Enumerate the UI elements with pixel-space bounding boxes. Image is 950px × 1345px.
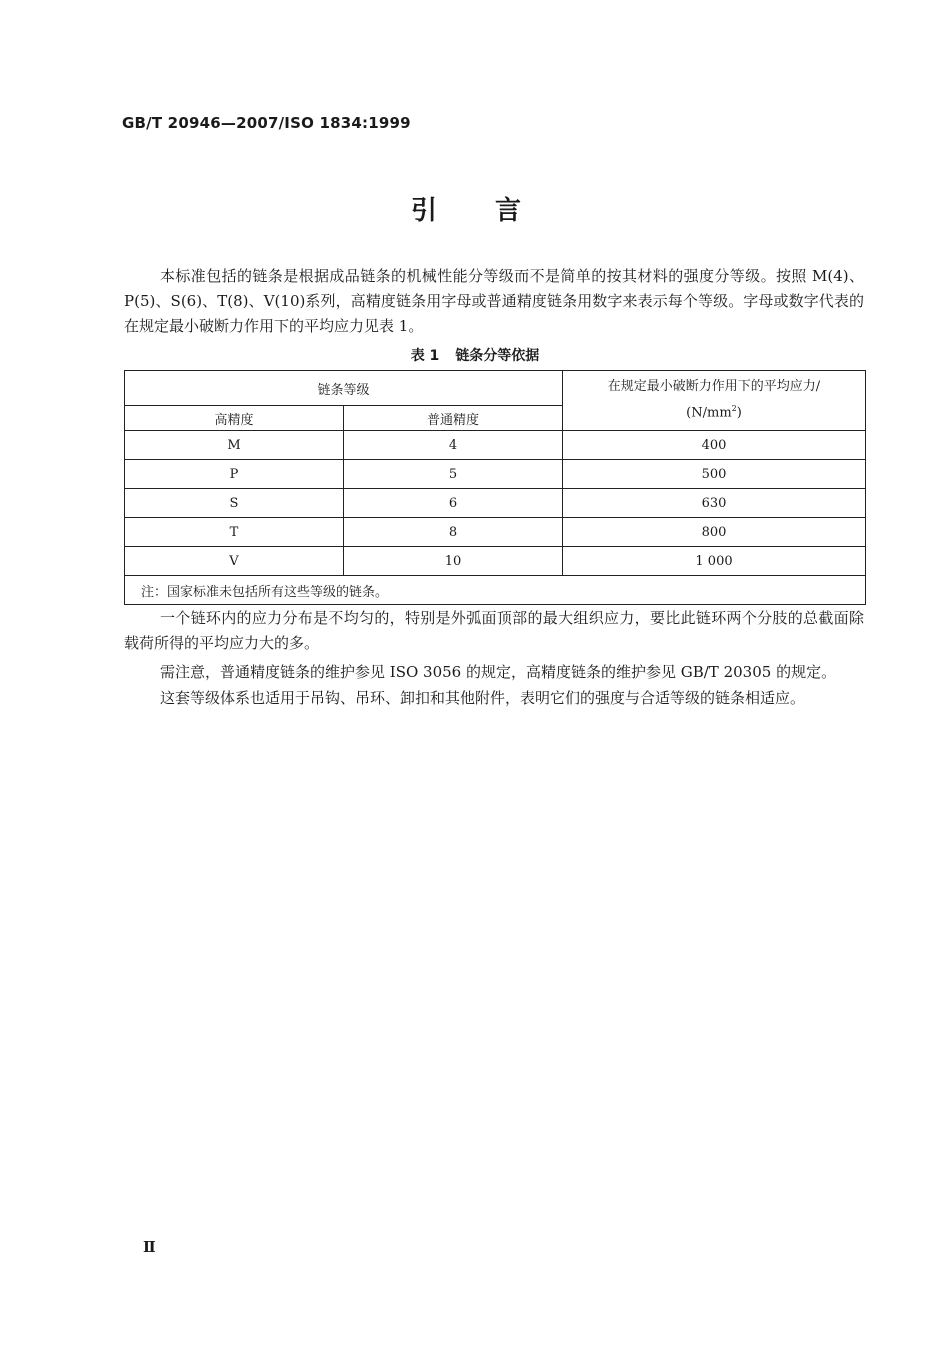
cell-high: T (125, 518, 344, 547)
stress-column-header (563, 371, 866, 431)
cell-stress: 1 000 (563, 547, 866, 576)
table-caption-title: 链条分等依据 (455, 348, 540, 364)
page-number: Ⅱ (143, 1238, 156, 1256)
cell-stress: 800 (563, 518, 866, 547)
cell-stress: 630 (563, 489, 866, 518)
table-row (125, 431, 866, 460)
table-row (125, 460, 866, 489)
chain-grade-table (124, 370, 866, 605)
page-title: 引言 (410, 196, 579, 226)
high-precision-header: 高精度 (125, 406, 344, 431)
grade-group-header: 链条等级 (125, 371, 563, 406)
table-row (125, 518, 866, 547)
cell-stress: 500 (563, 460, 866, 489)
stress-distribution-paragraph: 一个链环内的应力分布是不均匀的，特别是外弧面顶部的最大组织应力，要比此链环两个分肢的总截面除载荷所得的平均应力大的多。 (124, 609, 864, 652)
cell-stress: 400 (563, 431, 866, 460)
cell-high: V (125, 547, 344, 576)
cell-normal: 4 (344, 431, 563, 460)
cell-normal: 6 (344, 489, 563, 518)
table-row (125, 489, 866, 518)
normal-precision-header: 普通精度 (344, 406, 563, 431)
cell-normal: 8 (344, 518, 563, 547)
stress-header-line1: 在规定最小破断力作用下的平均应力/ (607, 379, 821, 395)
cell-normal: 5 (344, 460, 563, 489)
stress-header-unit: (N/mm (686, 405, 732, 421)
cell-high: M (125, 431, 344, 460)
table-caption-number: 表 1 (410, 348, 440, 364)
table-row (125, 547, 866, 576)
standard-code-header: GB/T 20946—2007/ISO 1834:1999 (122, 114, 411, 132)
table-note: 注：国家标准未包括所有这些等级的链条。 (125, 576, 866, 605)
cell-normal: 10 (344, 547, 563, 576)
cell-high: P (125, 460, 344, 489)
table-caption (0, 345, 950, 365)
accessories-paragraph: 这套等级体系也适用于吊钩、吊环、卸扣和其他附件，表明它们的强度与合适等级的链条相适应。 (160, 689, 806, 707)
stress-header-unit-close: ) (736, 405, 742, 421)
intro-paragraph: 本标准包括的链条是根据成品链条的机械性能分等级而不是简单的按其材料的强度分等级。按照 M(4)、P(5)、S(6)、T(8)、V(10)系列，高精度链条用字母或普通精度链条用数字来表示每个等级。字母或数字代表的在规定最小破断力作用下的平均应力见表 1。 (124, 267, 864, 335)
maintenance-paragraph: 需注意，普通精度链条的维护参见 ISO 3056 的规定，高精度链条的维护参见 GB/T 20305 的规定。 (160, 663, 837, 681)
cell-high: S (125, 489, 344, 518)
stress-header-unit-sup: 2 (731, 404, 737, 414)
